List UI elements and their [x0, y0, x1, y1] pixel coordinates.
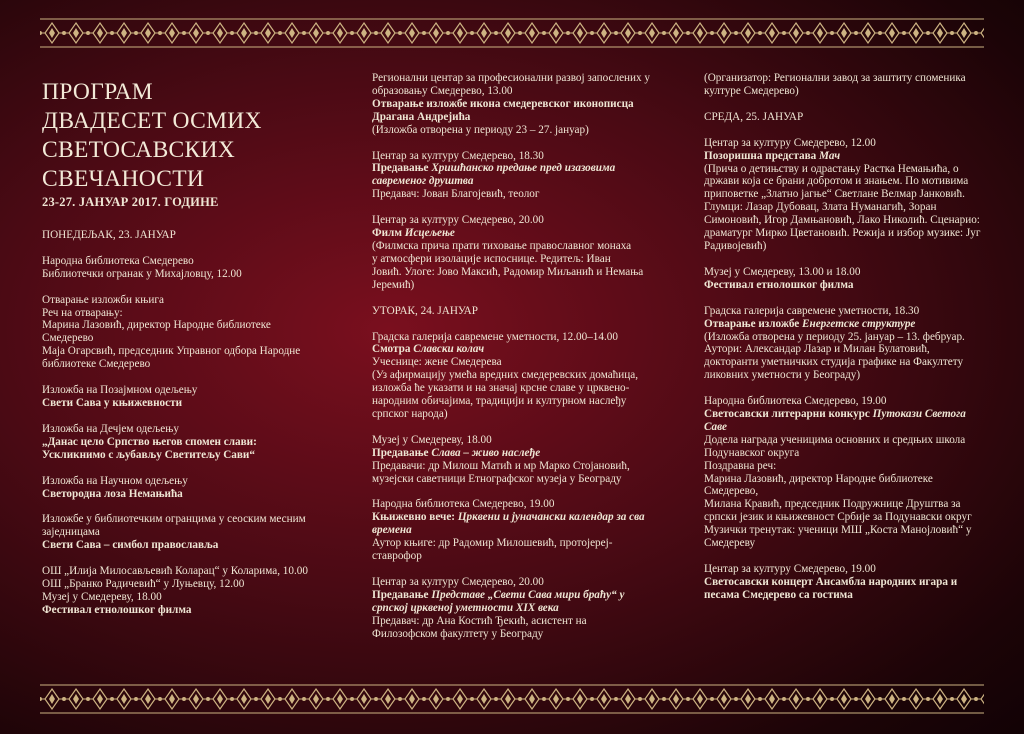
event-title: Драгана Андрејића: [372, 110, 471, 123]
day-heading-wednesday: СРЕДА, 25. ЈАНУАР: [704, 110, 804, 123]
event-line: Народна библиотека Смедерево, 19.00: [704, 395, 887, 408]
event-line: Милана Кравић, председник Подружнице Друштва за: [704, 498, 961, 511]
event-line: Изложба на Дечјем одељењу: [42, 422, 179, 435]
event-block: [704, 72, 986, 98]
event-line: Реч на отварању:: [42, 306, 123, 319]
event-line: Поздравна реч:: [704, 459, 777, 472]
event-line: Симоновић, Игор Дамњановић, Лако Николић. Сценарио:: [704, 214, 980, 227]
event-title: [704, 318, 986, 331]
event-name: Славски колач: [413, 343, 485, 356]
event-block: [704, 137, 986, 253]
event-line: докторанти уметничких студија графике на Факултету: [704, 356, 964, 369]
event-line: приповетке „Златно јагње“ Светлане Велмар Јанковић.: [704, 188, 965, 201]
event-line: Предавач: др Ана Костић Ђекић, асистент на: [372, 614, 587, 627]
event-line: српски језик и књижевност Србије за Подунавски округ: [704, 511, 972, 524]
event-type: Предавање: [372, 162, 429, 175]
event-line: Јовић. Улоге: Јово Максић, Радомир Миљанић и Немања: [372, 265, 644, 278]
event-line: музејски саветници Етнографског музеја у Београду: [372, 472, 622, 485]
event-title: Светородна лоза Немањића: [42, 487, 183, 500]
event-line: Предавачи: др Милош Матић и мр Марко Стојановић,: [372, 459, 630, 472]
event-line: ликовних уметности у Београду): [704, 369, 861, 382]
event-line: српског народа): [372, 407, 448, 420]
event-title: [372, 227, 662, 240]
event-line: Отварање изложби књига: [42, 293, 164, 306]
title-line: СВЕЧАНОСТИ: [42, 166, 205, 192]
event-block: [704, 563, 986, 602]
ornamental-border-bottom: [40, 682, 984, 716]
event-block: [704, 305, 986, 382]
event-line: Центар за културу Смедерево, 20.00: [372, 576, 544, 588]
event-line: Предавач: Јован Благојевић, теолог: [372, 188, 540, 201]
event-line: (Прича о детињству и одрастању Растка Немањића, о: [704, 162, 959, 175]
event-title: Отварање изложбе икона смедеревског иконописца: [372, 97, 634, 110]
event-line: Музеј у Смедереву, 18.00: [42, 590, 162, 603]
event-name: Црквени и јуначански календар за сва: [457, 511, 645, 524]
event-title: [372, 602, 662, 615]
title-line: СВЕТОСАВСКИХ: [42, 137, 236, 163]
program-title: [42, 78, 322, 194]
event-line: културе Смедерево): [704, 84, 799, 97]
event-line: Центар за културу Смедерево, 20.00: [372, 214, 544, 227]
event-line: Филозофском факултету у Београду: [372, 627, 544, 640]
event-type: Светосавски литерарни конкурс: [704, 408, 870, 421]
event-line: заједницама: [42, 526, 100, 539]
event-name: Представе „Свети Сава мири браћу“ у: [431, 588, 625, 601]
event-title: Фестивал етнолошког филма: [704, 278, 854, 291]
event-line: ОШ „Илија Милосављевић Коларац“ у Коларима, 10.00: [42, 565, 308, 578]
title-line: ДВАДЕСЕТ ОСМИХ: [42, 108, 262, 134]
event-type: Предавање: [372, 446, 429, 459]
event-line: Музеј у Смедереву, 18.00: [372, 433, 492, 446]
event-line: држави која се брани добротом и знањем. По мотивима: [704, 175, 969, 188]
event-type: Предавање: [372, 588, 429, 601]
event-line: у атмосфери изолације испоснице. Редитељ: Иван: [372, 252, 611, 265]
event-line: Аутори: Александар Лазар и Милан Булатовић,: [704, 343, 930, 356]
event-block: [42, 423, 322, 462]
event-line: (Изложба отворена у периоду 23 – 27. јануар): [372, 123, 589, 136]
event-line: Регионални центар за професионални развој запослених у: [372, 72, 650, 84]
event-name: Хришћанско предање пред изазовима: [431, 162, 616, 175]
event-line: (Филмска прича прати тиховање православног монаха: [372, 239, 632, 252]
event-name: Саве: [704, 420, 727, 433]
event-line: Центар за културу Смедерево, 12.00: [704, 136, 876, 149]
event-line: Народна библиотека Смедерево, 19.00: [372, 498, 555, 511]
event-title: [704, 408, 986, 421]
event-line: библиотеке Смедерево: [42, 358, 151, 371]
title-line: ПРОГРАМ: [42, 79, 153, 105]
event-name: Исцељење: [404, 227, 455, 240]
event-line: Јеремић): [372, 278, 415, 291]
event-block: [372, 498, 662, 563]
event-line: Смедереву: [704, 537, 756, 550]
ornamental-border-top: [40, 16, 984, 50]
event-block: [704, 266, 986, 292]
event-title: Свети Сава у књижевности: [42, 396, 183, 409]
event-block: [42, 565, 322, 617]
event-line: народним обичајима, традицији и културном наслеђу: [372, 395, 627, 408]
event-title: Свети Сава – симбол православља: [42, 539, 219, 552]
event-line: Маја Огарсвић, председник Управног одбора Народне: [42, 345, 301, 358]
event-line: драматург Мирко Цветановић. Режија и избор музике: Југ: [704, 227, 981, 240]
event-block: [42, 384, 322, 410]
event-line: Глумци: Лазар Дубовац, Злата Нуманагић, Зоран: [704, 201, 937, 214]
event-type: Филм: [372, 227, 402, 240]
event-name: Енергетске структуре: [802, 317, 916, 330]
event-name: Слава – живо наслеђе: [431, 446, 541, 459]
event-name: Путокази Светога: [872, 408, 966, 421]
event-line: Музеј у Смедереву, 13.00 и 18.00: [704, 265, 861, 278]
event-name: Мач: [819, 149, 841, 162]
event-title: песама Смедерево са гостима: [704, 588, 853, 601]
event-block: [42, 513, 322, 552]
event-line: Народна библиотека Смедерево: [42, 254, 194, 267]
event-line: Марина Лазовић, директор Народне библиотеке: [704, 472, 933, 485]
event-line: Додела награда ученицима основних и средњих школа: [704, 433, 966, 446]
event-line: Радивојевић): [704, 239, 767, 252]
event-type: Позоришна представа: [704, 149, 817, 162]
event-line: Музички тренутак: ученици МШ „Коста Манојловић“ у: [704, 524, 972, 537]
event-line: Библиотечки огранак у Михајловцу, 12.00: [42, 267, 242, 280]
event-title: [372, 162, 662, 175]
event-line: Изложба на Научном одељењу: [42, 474, 188, 487]
column-right: [704, 72, 986, 615]
event-line: Марина Лазовић, директор Народне библиотеке: [42, 319, 271, 332]
event-line: Смедерево,: [704, 485, 759, 498]
event-name: српској црквеној уметности XIX века: [372, 601, 559, 614]
event-title: [372, 343, 662, 356]
event-title: [372, 524, 662, 537]
event-title: „Данас цело Српство његов спомен слави:: [42, 435, 257, 448]
event-line: Центар за културу Смедерево, 19.00: [704, 563, 876, 575]
event-block: [372, 150, 662, 202]
event-line: Градска галерија савремене уметности, 12.00–14.00: [372, 330, 618, 343]
event-block: [42, 475, 322, 501]
program-dates: 23-27. ЈАНУАР 2017. ГОДИНЕ: [42, 195, 219, 209]
event-name: савременог друштва: [372, 175, 474, 188]
event-title: [372, 511, 662, 524]
day-heading-monday: ПОНЕДЕЉАК, 23. ЈАНУАР: [42, 228, 176, 241]
event-line: изложба ће указати и на значај крсне славе у црквено-: [372, 382, 630, 395]
event-title: [372, 589, 662, 602]
event-line: Изложба на Позајмном одељењу: [42, 384, 198, 397]
event-line: Аутор књиге: др Радомир Милошевић, протојереј-: [372, 537, 613, 550]
event-type: Смотра: [372, 343, 411, 356]
event-block: [372, 72, 662, 137]
event-title: [372, 447, 662, 460]
event-line: (Организатор: Регионални завод за заштиту споменика: [704, 72, 966, 84]
event-block: [372, 214, 662, 291]
event-type: Отварање изложбе: [704, 317, 800, 330]
event-line: Смедерево: [42, 332, 94, 345]
event-block: [704, 395, 986, 550]
event-title: [704, 150, 986, 163]
event-line: (Изложба отворена у периоду 25. јануар – 13. фебруар.: [704, 330, 965, 343]
event-line: (Уз афирмацију умећа вредних смедеревских домаћица,: [372, 369, 638, 382]
event-title: [704, 421, 986, 434]
column-middle: [372, 72, 662, 654]
event-title: Светосавски концерт Ансамбла народних игара и: [704, 575, 958, 588]
event-title: Ускликнимо с љубављу Светитељу Сави“: [42, 448, 255, 461]
event-line: образовању Смедерево, 13.00: [372, 84, 513, 97]
event-block: [372, 434, 662, 486]
event-line: Подунавског округа: [704, 446, 800, 459]
event-line: Градска галерија савремене уметности, 18.30: [704, 304, 920, 317]
event-name: времена: [372, 524, 412, 537]
event-line: Учеснице: жене Смедерева: [372, 356, 502, 369]
event-type: Књижевно вече:: [372, 511, 456, 524]
event-line: ставрофор: [372, 550, 422, 563]
event-line: ОШ „Бранко Радичевић“ у Луњевцу, 12.00: [42, 578, 245, 591]
column-left: [42, 72, 322, 630]
event-block: [42, 255, 322, 281]
event-line: Изложбе у библиотечким огранцима у сеоским месним: [42, 513, 306, 526]
event-line: Центар за културу Смедерево, 18.30: [372, 149, 544, 162]
event-title: Фестивал етнолошког филма: [42, 603, 192, 616]
event-block: [372, 331, 662, 421]
event-block: [42, 294, 322, 371]
event-block: [372, 576, 662, 641]
day-heading-tuesday: УТОРАК, 24. ЈАНУАР: [372, 304, 478, 317]
event-title: [372, 175, 662, 188]
